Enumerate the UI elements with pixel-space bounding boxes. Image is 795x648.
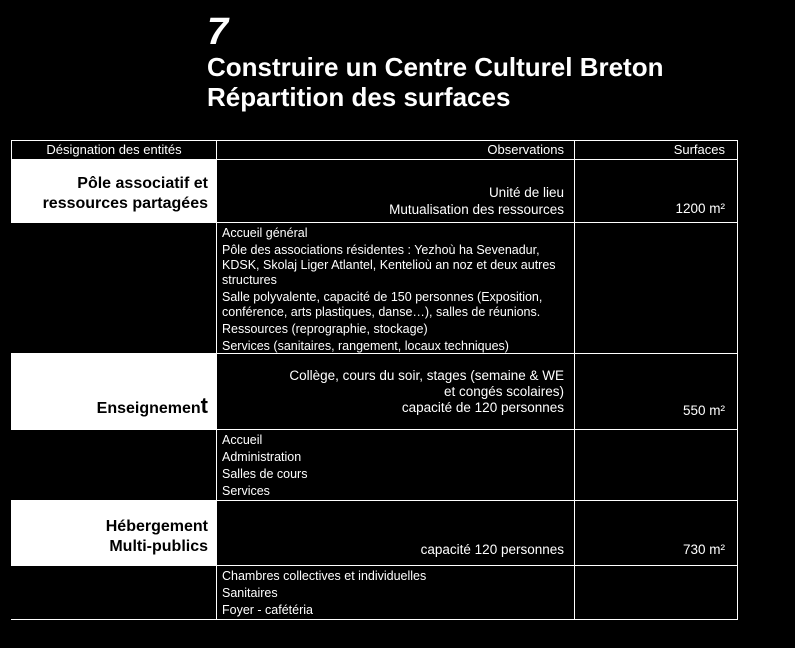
list-item: Sanitaires [222,586,278,600]
list-item: Services (sanitaires, rangement, locaux techniques) [222,339,509,353]
details-row-hebergement [11,566,738,620]
title-block [207,12,663,112]
section-surface-pole-associatif: 1200 m² [574,160,738,222]
details-list-pole-associatif [216,223,574,353]
list-item: Accueil [222,433,263,447]
list-item: Pôle des associations résidentes : Yezhoù ha Sevenadur, KDSK, Skolaj Liger Atlantel, Kentelioù an noz et deux autres structures [222,243,556,287]
section-observations-enseignement: Collège, cours du soir, stages (semaine & WE et congés scolaires) capacité de 120 personnes [216,354,574,429]
page-number: 7 [207,11,229,53]
header-observations: Observations [216,141,574,159]
title-line-2: Répartition des surfaces [207,82,511,112]
header-designation: Désignation des entités [11,141,216,159]
section-surface-hebergement: 730 m² [574,501,738,565]
table-header-row [11,140,738,160]
section-observations-pole-associatif: Unité de lieu Mutualisation des ressources [216,160,574,222]
list-item: Salles de cours [222,467,308,481]
section-observations-hebergement: capacité 120 personnes [216,501,574,565]
section-name-enseignement: Enseignement [11,354,216,429]
section-surface-enseignement: 550 m² [574,354,738,429]
section-row-hebergement [11,501,738,566]
section-row-enseignement [11,354,738,430]
section-name-hebergement: Hébergement Multi-publics [11,501,216,565]
section-row-pole-associatif [11,160,738,223]
header-surfaces: Surfaces [574,141,738,159]
details-list-enseignement [216,430,574,500]
list-item: Foyer - cafétéria [222,603,314,617]
list-item: Salle polyvalente, capacité de 150 personnes (Exposition, conférence, arts plastiques, danse…), salles de réunions. [222,290,543,319]
section-name-pole-associatif: Pôle associatif et ressources partagées [11,160,216,222]
details-row-enseignement [11,430,738,501]
title-line-1: Construire un Centre Culturel Breton [207,52,664,82]
details-list-hebergement [216,566,574,619]
list-item: Administration [222,450,302,464]
list-item: Services [222,484,270,498]
list-item: Chambres collectives et individuelles [222,569,427,583]
list-item: Accueil général [222,226,308,240]
details-row-pole-associatif [11,223,738,354]
list-item: Ressources (reprographie, stockage) [222,322,428,336]
surfaces-table [11,140,738,620]
